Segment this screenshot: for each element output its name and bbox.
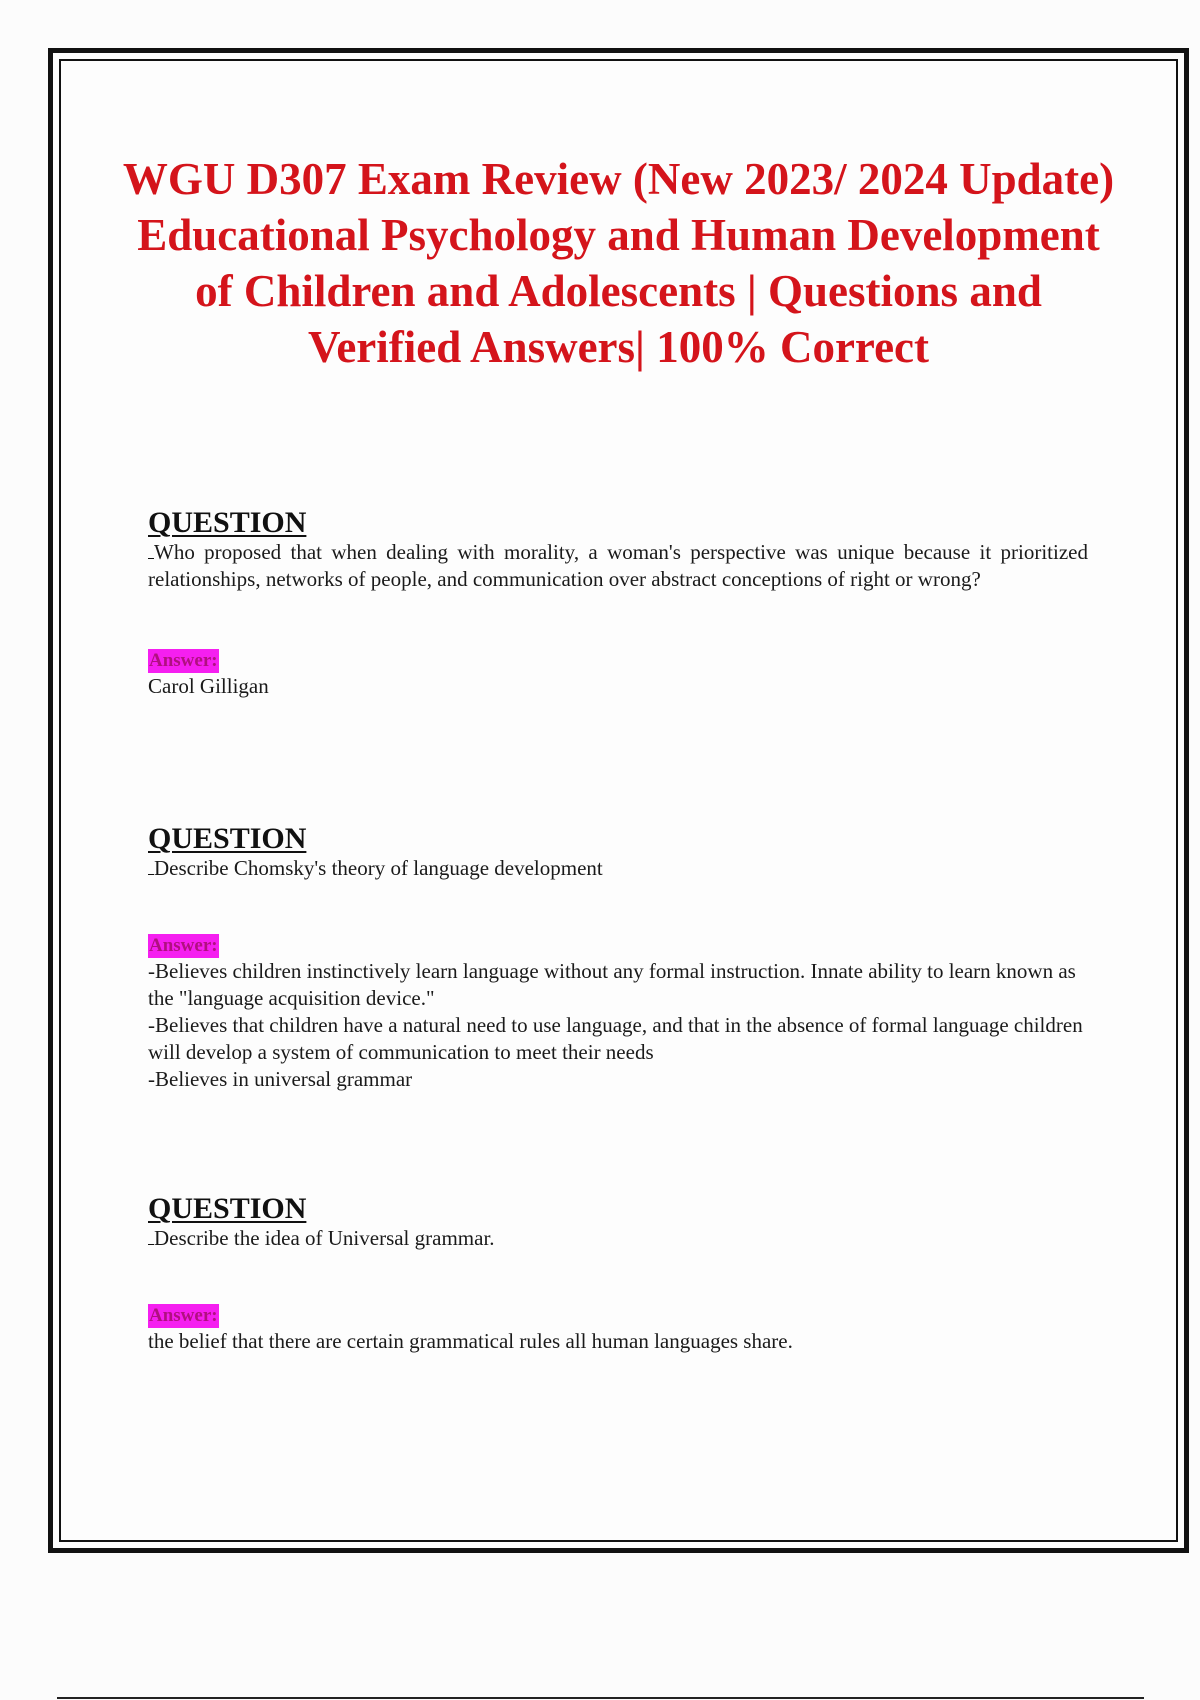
document-title: WGU D307 Exam Review (New 2023/ 2024 Update) Educational Psychology and Human Development of Children and Adolescents | Questions and Verified Answers| 100% Correct: [122, 154, 1115, 372]
answer-text: the belief that there are certain grammatical rules all human languages share.: [148, 1329, 793, 1353]
question-text: Who proposed that when dealing with morality, a woman's perspective was unique because it prioritized relationships, networks of people, and communication over abstract conceptions of right or wrong?: [148, 540, 1088, 591]
answer-label: Answer:: [149, 650, 218, 671]
question-heading: QUESTION: [148, 506, 307, 539]
page-border: [48, 48, 1189, 1553]
question-heading: QUESTION: [148, 822, 307, 855]
answer-text: Carol Gilligan: [148, 674, 269, 698]
qa-item-3: [148, 1193, 1088, 1355]
answer-line-1: -Believes children instinctively learn language without any formal instruction. Innate ability to learn known as the "language acquisition device.": [148, 959, 1076, 1010]
page-inner-border: [59, 59, 1178, 1542]
answer-label: Answer:: [149, 935, 218, 956]
answer-line-2: -Believes that children have a natural need to use language, and that in the absence of formal language children will develop a system of communication to meet their needs: [148, 1013, 1083, 1064]
answer-line-3: -Believes in universal grammar: [148, 1067, 413, 1091]
footer-divider: [57, 1697, 1144, 1699]
question-heading: QUESTION: [148, 1192, 307, 1225]
answer-label: Answer:: [149, 1305, 218, 1326]
qa-item-2: [148, 823, 1088, 1093]
question-text: Describe the idea of Universal grammar.: [148, 1225, 1088, 1252]
qa-item-1: [148, 507, 1088, 700]
question-text: Describe Chomsky's theory of language development: [148, 855, 1088, 882]
